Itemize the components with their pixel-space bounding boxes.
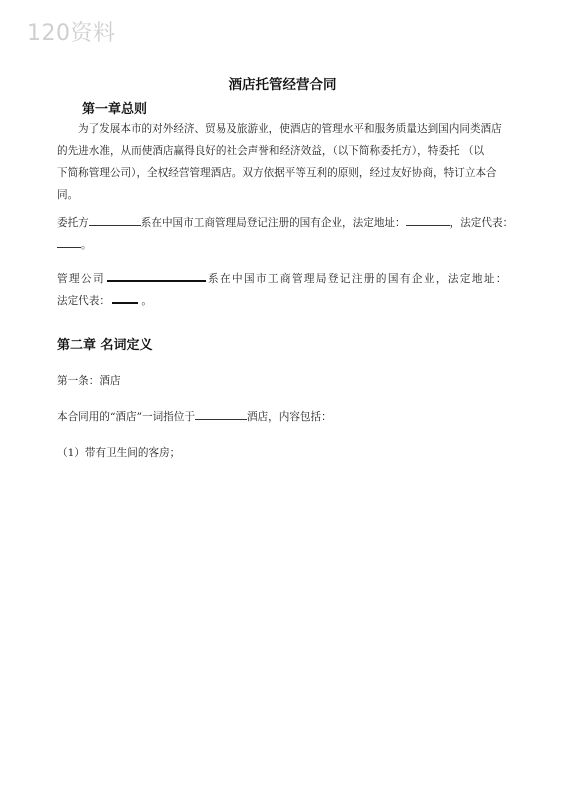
client-rep-blank[interactable] xyxy=(57,236,81,248)
manager-party-paragraph xyxy=(57,268,539,312)
intro-line-3: 下简称管理公司），全权经营管理酒店。双方依据平等互利的原则，经过友好协商，特订立本合 xyxy=(57,167,497,179)
intro-paragraph xyxy=(57,118,539,206)
document-title: 酒店托管经营合同 xyxy=(228,77,337,93)
definition-end: 酒店，内容包括： xyxy=(246,411,332,423)
intro-line-1: 为了发展本市的对外经济、贸易及旅游业，使酒店的管理水平和服务质量达到国内同类酒店 xyxy=(78,123,502,135)
hotel-definition xyxy=(57,406,539,428)
client-rep-label: ，法定代表： xyxy=(449,217,514,229)
client-end: 。 xyxy=(81,239,92,251)
client-name-blank[interactable] xyxy=(89,214,141,226)
hotel-location-blank[interactable] xyxy=(195,408,247,420)
chapter-1-heading: 第一章总则 xyxy=(82,102,148,117)
manager-rep-blank[interactable] xyxy=(112,291,138,304)
chapter-2-heading: 第二章 名词定义 xyxy=(57,338,153,353)
definition-start: 本合同用的“酒店”一词指位于 xyxy=(57,411,195,423)
manager-end: 。 xyxy=(141,295,152,307)
client-desc: 系在中国市工商管理局登记注册的国有企业，法定地址： xyxy=(140,217,406,229)
intro-line-4: 同。 xyxy=(57,189,79,201)
client-party-paragraph xyxy=(57,212,539,256)
intro-line-2: 的先进水准，从而使酒店赢得良好的社会声誉和经济效益，（以下简称委托方），特委托 （以 xyxy=(57,145,485,157)
manager-name-blank[interactable] xyxy=(107,269,206,282)
manager-desc: 系在中国市工商管理局登记注册的国有企业，法定地址： xyxy=(207,273,508,285)
article-1: 第一条：酒店 xyxy=(57,375,121,387)
list-item: （1）带有卫生间的客房； xyxy=(57,447,181,459)
client-address-blank[interactable] xyxy=(406,214,450,226)
manager-label: 管理公司 xyxy=(57,273,105,285)
client-label: 委托方 xyxy=(57,217,89,229)
manager-rep-label: 法定代表： xyxy=(57,295,110,307)
watermark-logo: 120资料 xyxy=(27,21,116,46)
